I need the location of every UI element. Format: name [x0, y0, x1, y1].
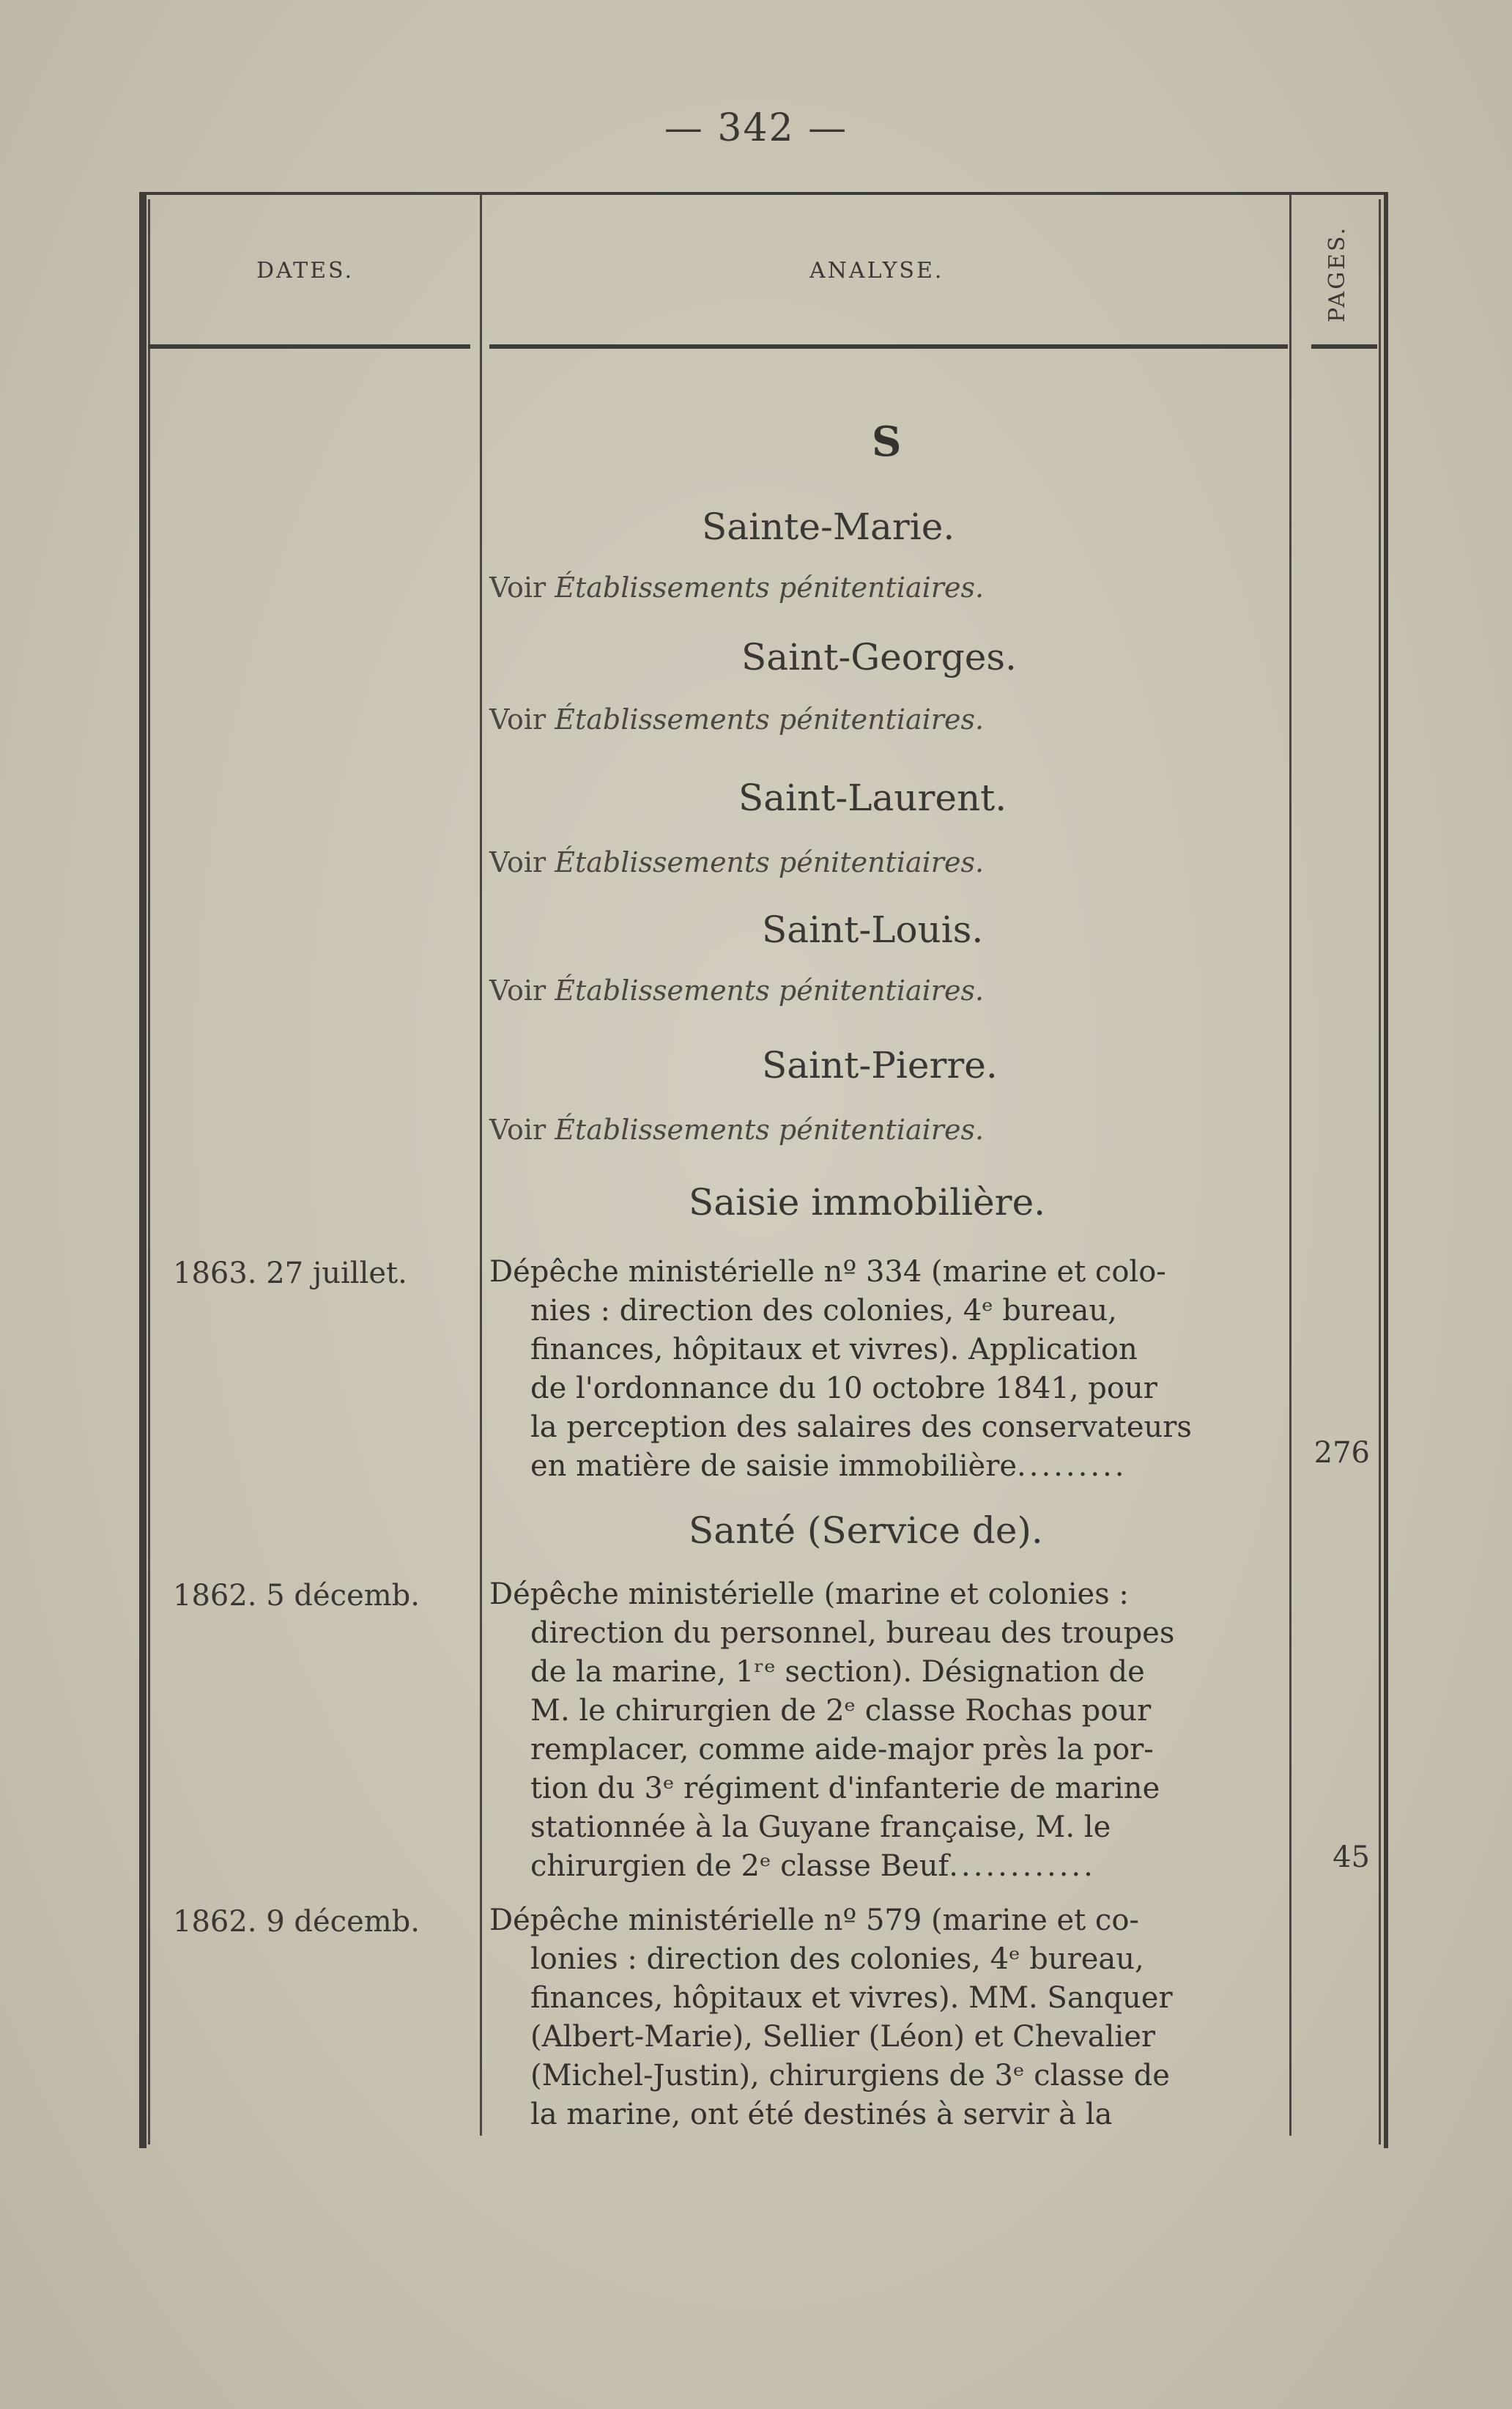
- heading-sante: Santé (Service de).: [689, 1509, 1043, 1552]
- entry-line: tion du 3ᵉ régiment d'infanterie de marine: [530, 1772, 1160, 1805]
- entry-line: Dépêche ministérielle (marine et colonies :: [489, 1577, 1129, 1611]
- entry-line: la perception des salaires des conservateurs: [530, 1410, 1192, 1444]
- entry-line: (Albert-Marie), Sellier (Léon) et Chevalier: [530, 2020, 1155, 2054]
- header-dates: DATES.: [256, 258, 355, 284]
- see-word: Voir: [489, 1114, 546, 1146]
- frame-inner-left-rule: [148, 199, 150, 2145]
- entry-line: [489, 1447, 1288, 1486]
- section-letter: S: [872, 418, 902, 466]
- entry-date: 1862. 9 décemb.: [173, 1905, 420, 1939]
- entry-line: la marine, ont été destinés à servir à la: [530, 2098, 1113, 2131]
- page-reference: 276: [1313, 1436, 1370, 1470]
- see-reference-sainte-marie: [489, 571, 984, 604]
- analysis-column-rule: [1289, 194, 1292, 2136]
- entry-text: [489, 1901, 1288, 2134]
- entry-line: lonies : direction des colonies, 4ᵉ bureau,: [530, 1942, 1144, 1976]
- page-number: — 342 —: [664, 106, 848, 150]
- heading-saisie-immobiliere: Saisie immobilière.: [689, 1181, 1046, 1224]
- title-saint-georges: Saint-Georges.: [741, 636, 1017, 678]
- title-saint-laurent: Saint-Laurent.: [738, 777, 1007, 819]
- entry-line: remplacer, comme aide-major près la por-: [530, 1733, 1154, 1766]
- entry-line: finances, hôpitaux et vivres). Application: [530, 1333, 1138, 1366]
- entry-date: 1862. 5 décemb.: [173, 1579, 420, 1613]
- header-rule-analysis: [489, 344, 1288, 349]
- entry-line-text: en matière de saisie immobilière: [530, 1449, 1018, 1483]
- entry-line: direction du personnel, bureau des troupes: [530, 1616, 1175, 1650]
- see-word: Voir: [489, 846, 546, 878]
- see-target: Établissements pénitentiaires.: [555, 1114, 985, 1146]
- entry-line: de l'ordonnance du 10 octobre 1841, pour: [530, 1372, 1157, 1405]
- title-sainte-marie: Sainte-Marie.: [702, 506, 955, 548]
- entry-line: Dépêche ministérielle nº 579 (marine et co-: [489, 1903, 1139, 1937]
- see-target: Établissements pénitentiaires.: [555, 703, 985, 736]
- see-target: Établissements pénitentiaires.: [555, 846, 985, 878]
- entry-line: M. le chirurgien de 2ᵉ classe Rochas pour: [530, 1694, 1152, 1728]
- see-word: Voir: [489, 571, 546, 604]
- entry-text: [489, 1575, 1288, 1886]
- dot-leader: ............: [949, 1849, 1096, 1883]
- entry-line: finances, hôpitaux et vivres). MM. Sanquer: [530, 1981, 1173, 2015]
- entry-line: Dépêche ministérielle nº 334 (marine et colo-: [489, 1255, 1166, 1289]
- entry-line: de la marine, 1ʳᵉ section). Désignation de: [530, 1655, 1145, 1689]
- header-rule-pages: [1311, 344, 1377, 349]
- see-target: Établissements pénitentiaires.: [555, 571, 985, 604]
- header-analysis: ANALYSE.: [809, 258, 944, 284]
- entry-line: nies : direction des colonies, 4ᵉ bureau,: [530, 1294, 1117, 1328]
- dates-column-rule: [480, 194, 482, 2136]
- see-target: Établissements pénitentiaires.: [555, 974, 985, 1007]
- see-word: Voir: [489, 974, 546, 1007]
- entry-line: [489, 1847, 1288, 1886]
- see-reference-saint-louis: [489, 974, 984, 1007]
- dot-leader: .........: [1017, 1449, 1127, 1483]
- header-pages: PAGES.: [1324, 226, 1350, 322]
- see-reference-saint-georges: [489, 703, 984, 736]
- header-rule-dates: [148, 344, 470, 349]
- entry-line: stationnée à la Guyane française, M. le: [530, 1810, 1111, 1844]
- entry-date: 1863. 27 juillet.: [173, 1257, 407, 1290]
- entry-text: [489, 1253, 1288, 1486]
- see-reference-saint-pierre: [489, 1114, 984, 1146]
- see-word: Voir: [489, 703, 546, 736]
- page-reference: 45: [1333, 1840, 1370, 1874]
- see-reference-saint-laurent: [489, 846, 984, 878]
- frame-inner-right-rule: [1379, 199, 1381, 2145]
- title-saint-louis: Saint-Louis.: [762, 909, 984, 951]
- entry-line: (Michel-Justin), chirurgiens de 3ᵉ classe de: [530, 2059, 1170, 2092]
- entry-line-text: chirurgien de 2ᵉ classe Beuf: [530, 1849, 949, 1883]
- title-saint-pierre: Saint-Pierre.: [762, 1044, 998, 1087]
